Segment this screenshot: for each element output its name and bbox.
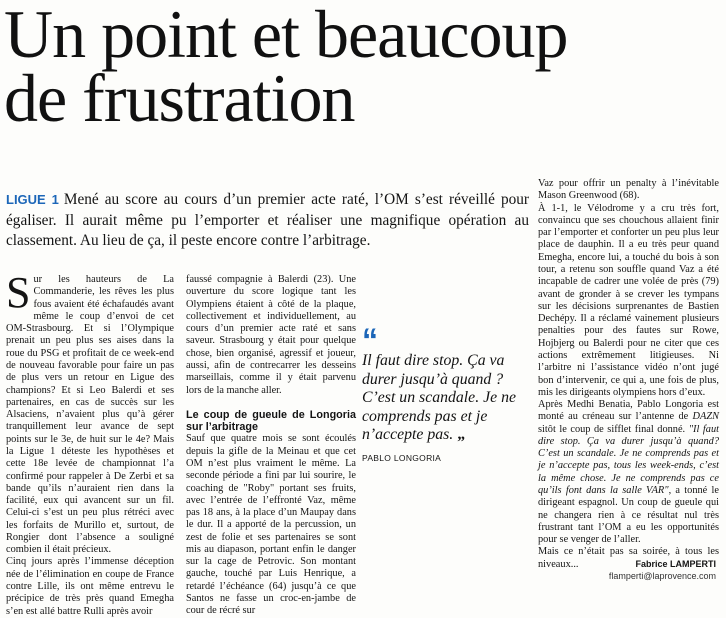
author-name: Fabrice LAMPERTI bbox=[635, 559, 716, 569]
lead-text: Mené au score au cours d’un premier acte raté, l’OM s’est réveillé pour égaliser. Il aurait même pu l’emporter et réaliser une magnifique opération au classement. Au lieu de ça, il peste encore contre l’arbitrage. bbox=[6, 191, 529, 249]
body-paragraph: Mais ce n’était pas sa soirée, à tous les niveaux... bbox=[538, 546, 719, 570]
drop-cap: S bbox=[6, 268, 31, 317]
pull-quote-text: Il faut dire stop. Ça va durer jusqu’à quand ? C’est un scandale. Je ne comprends pas et je n’accepte pas. „ bbox=[362, 352, 516, 443]
inline-quote: "Il faut dire stop. Ça va durer jusqu’à quand? C’est un scandale. Je ne comprends pas et je n’accepte pas, tous les week-ends, c’est la même chose. Je ne comprends pas ce qu’ils font dans la salle VAR" bbox=[538, 423, 719, 497]
body-column-1 bbox=[6, 268, 174, 618]
section-kicker: LIGUE 1 bbox=[6, 192, 59, 207]
broadcaster-name: DAZN bbox=[692, 411, 719, 423]
headline-line-1: Un point et beaucoup bbox=[4, 0, 568, 72]
headline-line-2: de frustration bbox=[4, 60, 355, 136]
body-paragraph: À 1-1, le Vélodrome y a cru très fort, convaincu que ses chouchous allaient finir par l’emporter et conforter un peu plus leur place de dauphin. Il a eu très peur quand Emegha, encore lui, a touché du bois à son tour, a retenu son souffle quand Vaz a été incapable de cadrer une volée de près (79) avant de gronder à se crever les tympans sur les décisions surprenantes de Bastien Dechépy. Il a réclamé vainement plusieurs penalties pour des fautes sur Rowe, Hojbjerg ou Balerdi pour ne citer que ces actions extrêmement litigieuses. Ni l’arbitre ni l’assistance vidéo n’ont jugé bon d’intervenir, ce qui a, une fois de plus, mis les dirigeants olympiens hors d’eux. bbox=[538, 202, 719, 398]
article-lead bbox=[6, 190, 529, 252]
quote-mark-icon: “ bbox=[362, 322, 378, 358]
section-subheading: Le coup de gueule de Longoria sur l’arbitrage bbox=[186, 408, 356, 434]
body-paragraph: Sauf que quatre mois se sont écoulés depuis la gifle de la Meinau et que cet OM n’est plus vraiment le même. La seconde période a fini par lui sourire, le coaching de "Roby" portant ses fruits, avec l’entrée de l’effronté Vaz, même pas 18 ans, à la place d’un Maupay dans le dur. Il a apporté de la percussion, un zest de folie et ses partenaires se sont mis au diapason, portant enfin le danger sur la cage de Petrovic. Son montant gauche, touché par Luis Henrique, a retardé l’échéance (64) jusqu’à ce que Santos ne fasse un croc-en-jambe de cour de récré sur bbox=[186, 433, 356, 617]
body-column-2 bbox=[186, 274, 356, 618]
body-paragraph: Sur les hauteurs de La Commanderie, les rêves les plus fous avaient été échafaudés avant même le coup d’envoi de cet OM-Strasbourg. Et si l’Olympique prenait un peu plus ses aises dans la roue du PSG et profitait de ce week-end de nouveau favorable pour faire un pas de plus vers un retour en Ligue des champions? Et si Leo Balerdi et ses partenaires, en cas de succès sur les Alsaciens, n’avaient plus qu’à gérer tranquillement leur avance de sept points sur le 3e, de huit sur le 4e? Mais la Ligue 1 déteste les hypothèses et cette 18e levée de championnat l’a confirmé pour rappeler à De Zerbi et sa bande qu’ils n’auraient rien dans la facilité, eux qui avancent sur un fil. Celui-ci s’est un peu plus rétréci avec les forfaits de Murillo et, surtout, de Rongier dont l’absence a souligné combien il était précieux. bbox=[6, 268, 174, 556]
body-paragraph: Après Medhi Benatia, Pablo Longoria est monté au créneau sur l’antenne de DAZN sitôt le coup de sifflet final donné. "Il faut dire stop. Ça va durer jusqu’à quand? C’est un scandale. Je ne comprends pas et je n’accepte pas, tous les week-ends, c’est la même chose. Je ne comprends pas ce qu’ils font dans la salle VAR", a tonné le dirigeant espagnol. Un coup de gueule qui ne changera rien à ce résultat nul très frustrant tant l’OM a eu les opportunités pour se venger de l’aller. bbox=[538, 399, 719, 546]
article-headline bbox=[4, 0, 724, 136]
pull-quote bbox=[362, 322, 532, 463]
author-signature bbox=[609, 558, 716, 582]
body-column-3 bbox=[538, 178, 719, 571]
quote-close-mark: „ bbox=[457, 426, 466, 443]
body-paragraph: faussé compagnie à Balerdi (23). Une ouverture du score logique tant les Olympiens étaient à côté de la plaque, collectivement et individuellement, au cours d’un premier acte raté et sans saveur. Strasbourg y était pour quelque chose, bien organisé, agressif et joueur, aussi, afin de contrecarrer les desseins marseillais, comme il y était parvenu lors de la manche aller. bbox=[186, 274, 356, 396]
pull-quote-author: PABLO LONGORIA bbox=[362, 452, 442, 463]
body-paragraph: Cinq jours après l’immense déception née de l’élimination en coupe de France contre Lille, ils ont même entrevu le précipice de très près quand Emegha s’en est allé battre Rulli après avoir bbox=[6, 556, 174, 617]
author-email: flamperti@laprovence.com bbox=[608, 571, 716, 581]
body-paragraph: Vaz pour offrir un penalty à l’inévitable Mason Greenwood (68). bbox=[538, 178, 719, 202]
